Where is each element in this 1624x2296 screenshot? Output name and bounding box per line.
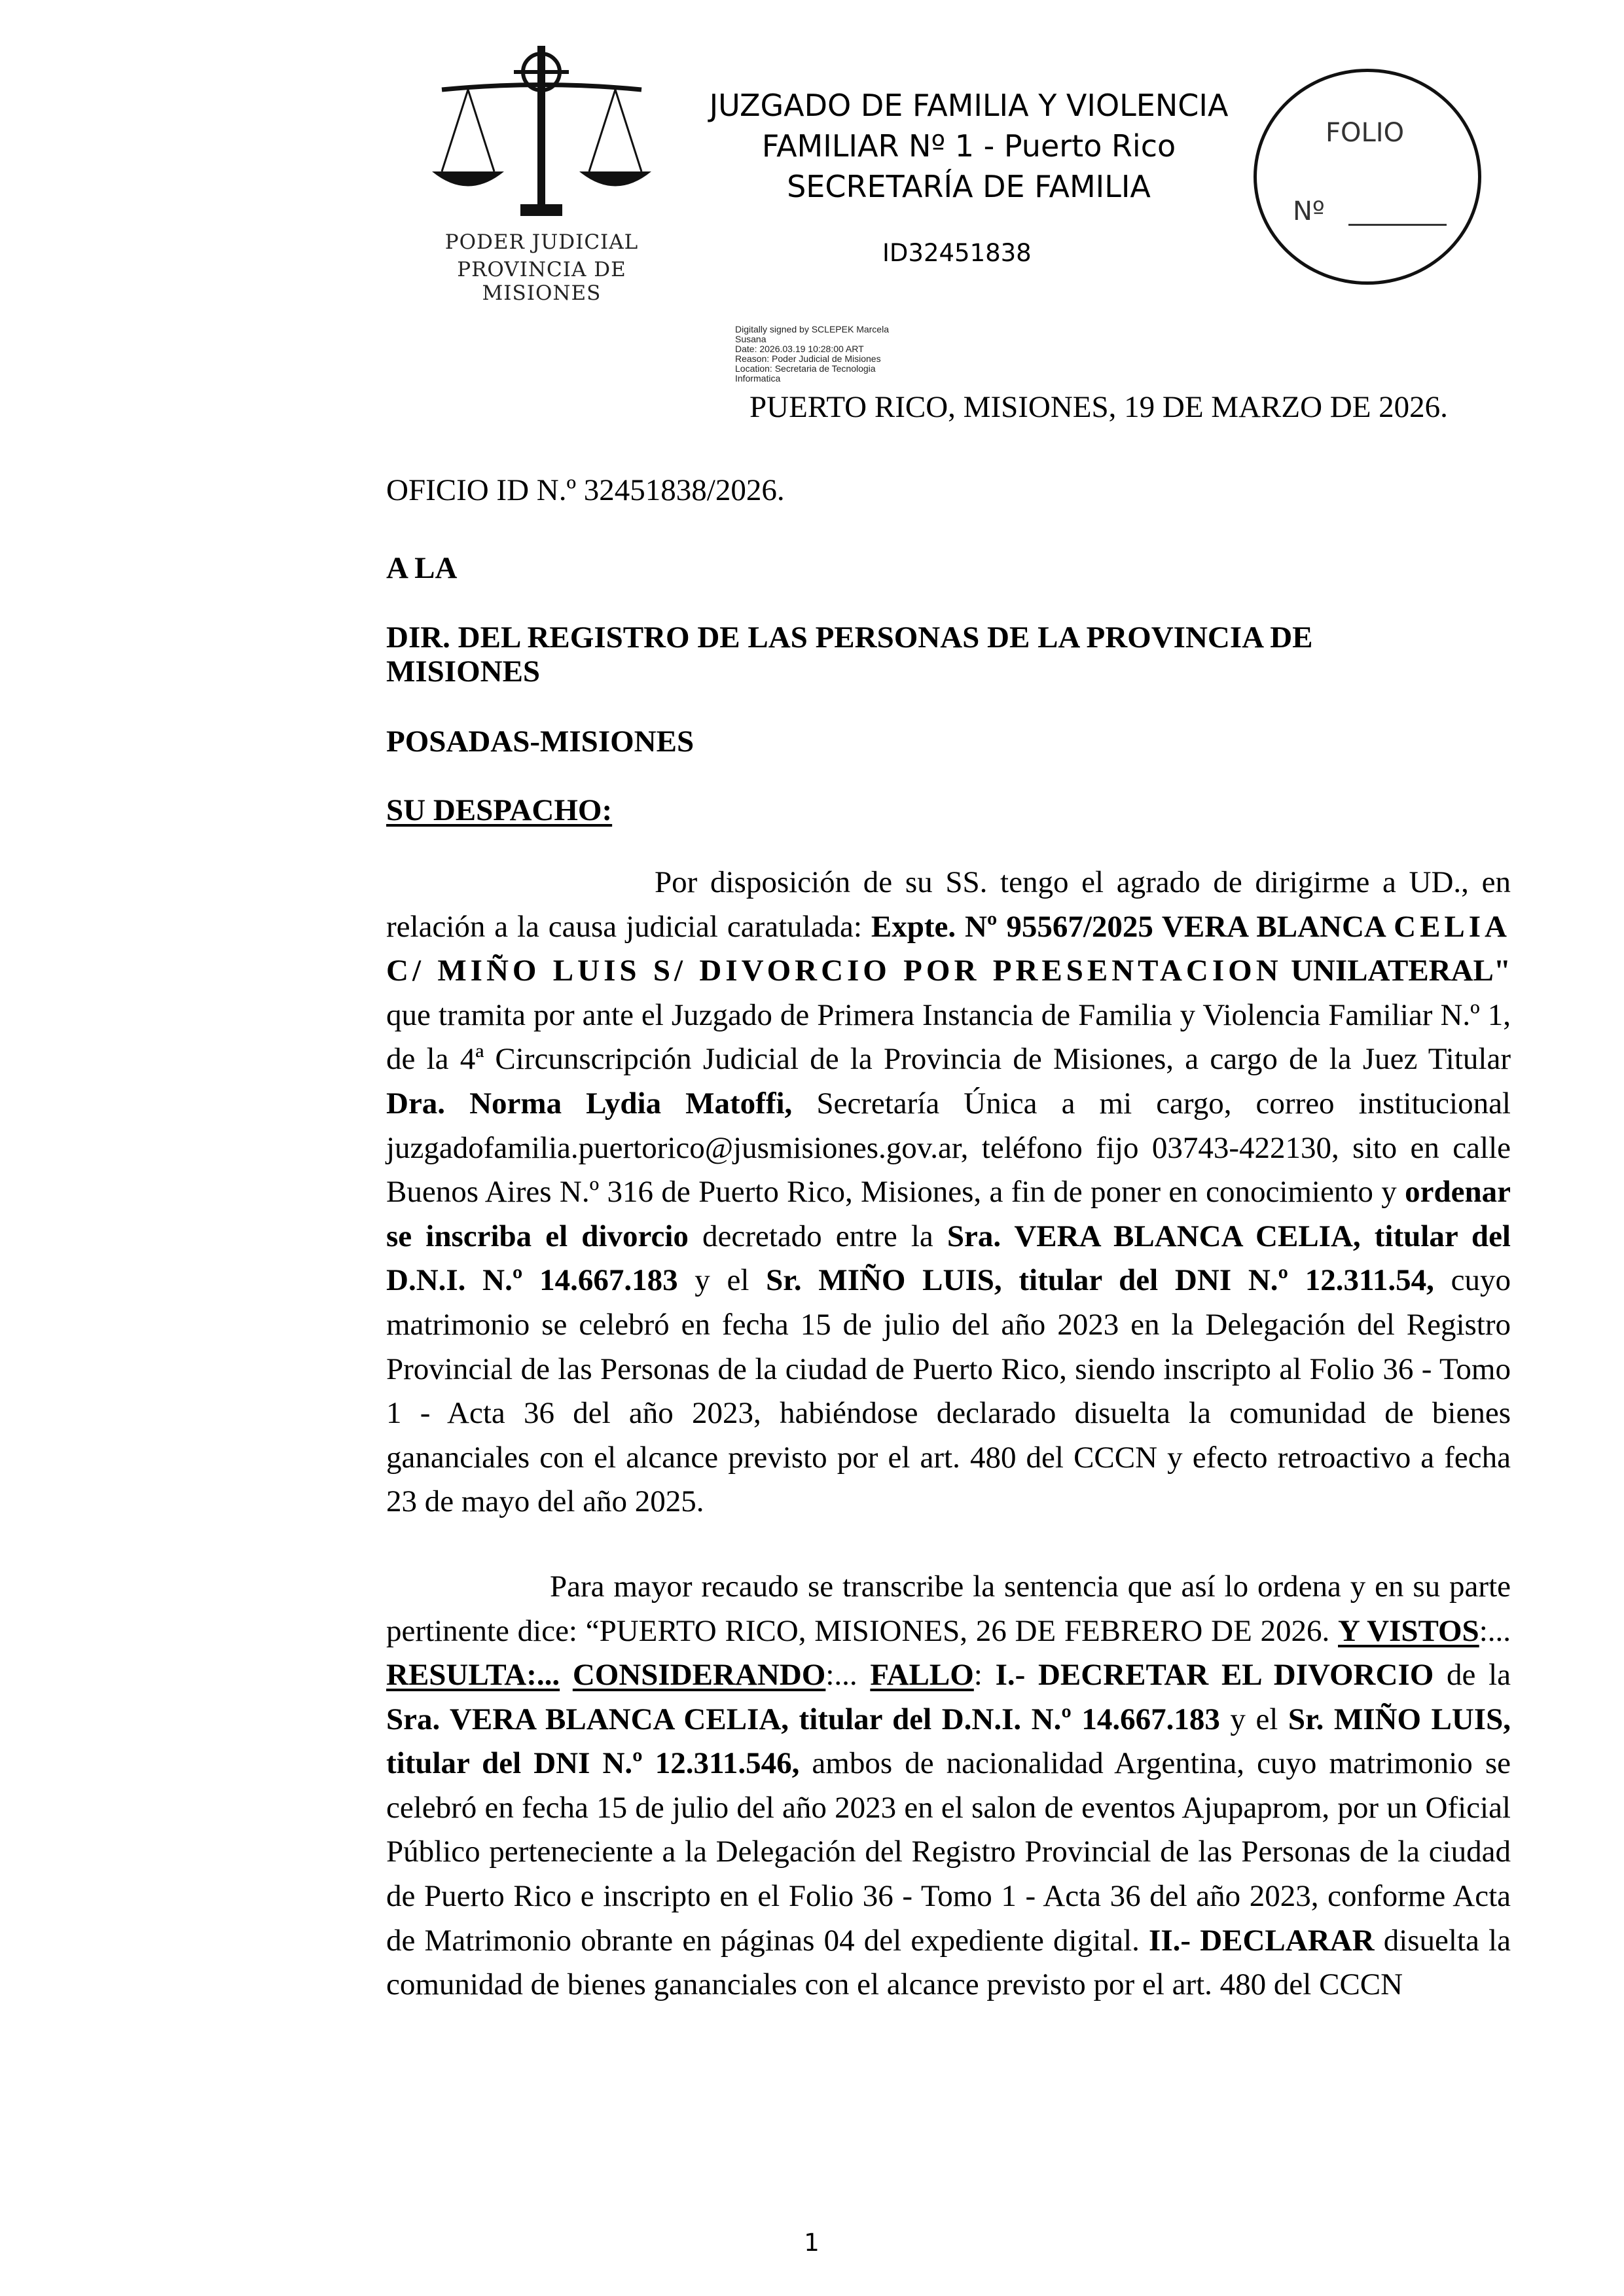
court-line3: SECRETARÍA DE FAMILIA bbox=[787, 169, 1151, 204]
su-despacho: SU DESPACHO: bbox=[386, 793, 613, 827]
recipient-to: A LA bbox=[386, 551, 458, 585]
document-id: ID32451838 bbox=[882, 239, 1032, 267]
folio-title: FOLIO bbox=[1326, 118, 1405, 148]
court-line1: JUZGADO DE FAMILIA Y VIOLENCIA bbox=[709, 88, 1229, 123]
logo-text-line2: PROVINCIA DE MISIONES bbox=[457, 258, 626, 305]
recipient-org-line2: MISIONES bbox=[386, 655, 541, 689]
court-logo bbox=[403, 41, 681, 305]
scales-of-justice-icon bbox=[429, 41, 655, 224]
recipient-org-line1: DIR. DEL REGISTRO DE LAS PERSONAS DE LA PROVINCIA DE bbox=[386, 620, 1313, 655]
court-line2: FAMILIAR Nº 1 - Puerto Rico bbox=[761, 128, 1176, 164]
signature-line: Date: 2026.03.19 10:28:00 ART bbox=[735, 344, 864, 354]
logo-text-line1: PODER JUDICIAL bbox=[444, 230, 639, 254]
recipient-city: POSADAS-MISIONES bbox=[386, 725, 695, 759]
oficio-number: OFICIO ID N.º 32451838/2026. bbox=[386, 473, 785, 507]
signature-line: Susana bbox=[735, 334, 767, 344]
signature-line: Location: Secretaria de Tecnologia bbox=[735, 363, 876, 374]
signature-line: Digitally signed by SCLEPEK Marcela bbox=[735, 324, 889, 334]
date-line: PUERTO RICO, MISIONES, 19 DE MARZO DE 2026. bbox=[749, 390, 1448, 424]
signature-line: Informatica bbox=[735, 373, 781, 384]
signature-line: Reason: Poder Judicial de Misiones bbox=[735, 353, 881, 364]
paragraph-2: Para mayor recaudo se transcribe la sentencia que así lo ordena y en su parte pertinente dice: “PUERTO RICO, MISIONES, 26 DE FEBRERO DE 2026. Y VISTOS:... RESULTA:... CONSIDERANDO:... FALLO: I.- DECRETAR EL DIVORCIO de la Sra. VERA BLANCA CELIA, titular del D.N.I. N.º 14.667.183 y el Sr. MIÑO LUIS, titular del DNI N.º 12.311.546, ambos de nacionalidad Argentina, cuyo matrimonio se celebró en fecha 15 de julio del año 2023 en el salon de eventos Ajupaprom, por un Oficial Público perteneciente a la Delegación del Registro Provincial de las Personas de la ciudad de Puerto Rico e inscripto en el Folio 36 - Tomo 1 - Acta 36 del año 2023, conforme Acta de Matrimonio obrante en páginas 04 del expediente digital. II.- DECLARAR disuelta la comunidad de bienes gananciales con el alcance previsto por el art. 480 del CCCN bbox=[386, 1569, 1511, 2002]
recipient-org bbox=[386, 620, 1512, 689]
page-number: 1 bbox=[804, 2229, 820, 2257]
document-body bbox=[386, 861, 1511, 2007]
folio-number-label: Nº bbox=[1293, 196, 1325, 226]
folio-number-blank bbox=[1348, 224, 1447, 226]
digital-signature bbox=[735, 325, 984, 384]
court-name bbox=[674, 85, 1263, 207]
folio-stamp bbox=[1254, 69, 1481, 285]
paragraph-1: Por disposición de su SS. tengo el agrado de dirigirme a UD., en relación a la causa judicial caratulada: Expte. Nº 95567/2025 VERA BLANCA CELIA C/ MIÑO LUIS S/ DIVORCIO POR PRESENTACION UNILATERAL" que tramita por ante el Juzgado de Primera Instancia de Familia y Violencia Familiar N.º 1, de la 4ª Circunscripción Judicial de la Provincia de Misiones, a cargo de la Juez Titular Dra. Norma Lydia Matoffi, Secretaría Única a mi cargo, correo institucional juzgadofamilia.puertorico@jusmisiones.gov.ar, teléfono fijo 03743-422130, sito en calle Buenos Aires N.º 316 de Puerto Rico, Misiones, a fin de poner en conocimiento y ordenar se inscriba el divorcio decretado entre la Sra. VERA BLANCA CELIA, titular del D.N.I. N.º 14.667.183 y el Sr. MIÑO LUIS, titular del DNI N.º 12.311.54, cuyo matrimonio se celebró en fecha 15 de julio del año 2023 en la Delegación del Registro Provincial de las Personas de la ciudad de Puerto Rico, siendo inscripto al Folio 36 - Tomo 1 - Acta 36 del año 2023, habiéndose declarado disuelta la comunidad de bienes gananciales con el alcance previsto por el art. 480 del CCCN y efecto retroactivo a fecha 23 de mayo del año 2025. bbox=[386, 865, 1511, 1519]
